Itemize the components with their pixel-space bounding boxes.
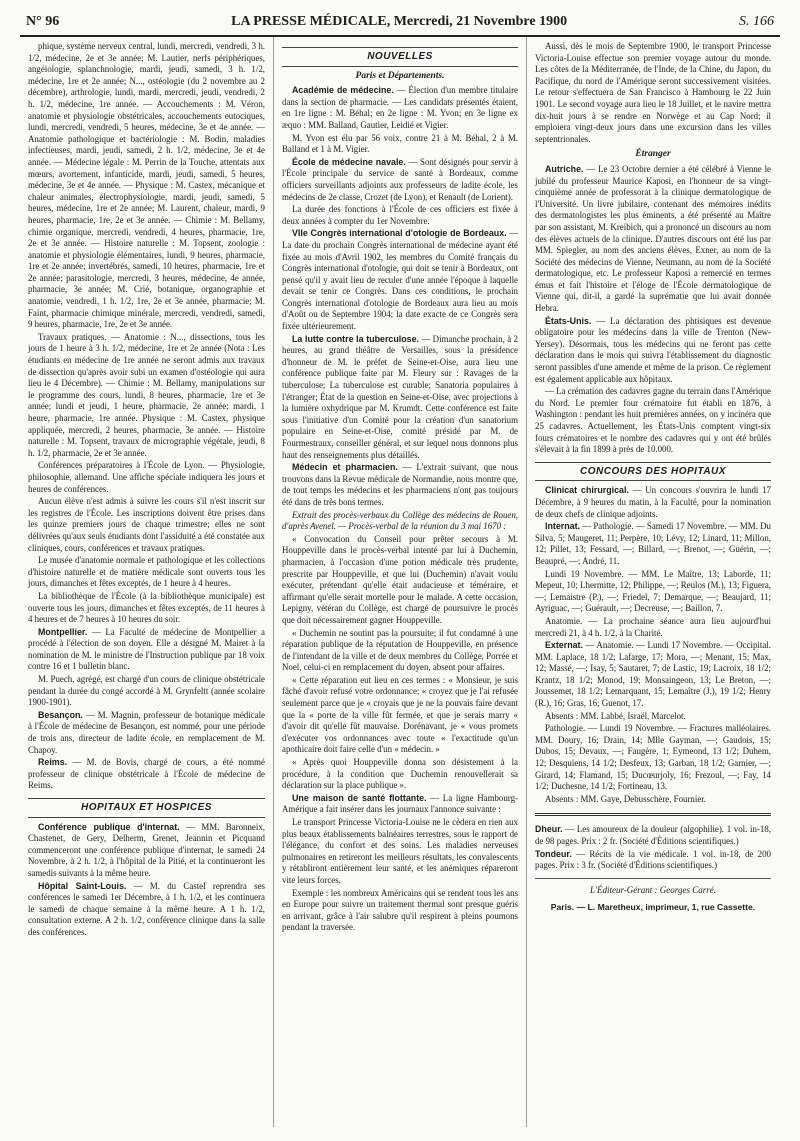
item-text: — Les amoureux de la douleur (algophilie). 1 vol. in-18, de 98 pages. Prix : 2 fr. (Société d'Éditions scientifiques.) (535, 824, 771, 846)
paragraph: Le musée d'anatomie normale et pathologique et les collections d'histoire naturelle et de matière médicale sont ouverts tous les jours, dimanches et fêtes exceptés, de 1 heure à 4 heures. (28, 555, 265, 589)
publisher-line: L'Éditeur-Gérant : Georges Carré. (590, 884, 716, 895)
imprint-line: Paris. — L. Maretheux, imprimeur, 1, rue Cassette. (550, 902, 756, 913)
news-item-conference (28, 822, 265, 880)
column-middle (273, 37, 526, 1127)
item-text: — M. Magnin, professeur de botanique médicale à l'École de médecine de Besançon, est nommé, pour une période de trois ans, directeur de ladite école, en remplacement de M. Chapoy. (28, 709, 265, 755)
item-lead: Une maison de santé flottante. (292, 792, 427, 803)
item-lead: VIIe Congrès international d'otologie de Bordeaux. (292, 228, 507, 239)
item-text: — Élection d'un membre titulaire dans la section de pharmacie. — Les candidats présentés étaient, en 1re ligne : M. Béhal; en 2e ligne : M. Yvon; en 3e ligne ex æquo : MM. Balland, Gautier, Leidié et Vigier. (282, 85, 518, 130)
divider (535, 878, 771, 879)
paragraph: Le transport Princesse Victoria-Louise ne le cèdera en rien aux plus beaux établissements balnéaires terrestres, sous le rapport de l'élégance, du confort et des soins. Les maladies nerveuses pulmonaires en retireront les meilleurs résultats, les convalescents y rétabliront entièrement leur santé, et les anémiques répareront vite leurs forces. (282, 817, 518, 885)
item-lead: Reims. (38, 757, 68, 768)
news-item-otologie (282, 228, 518, 332)
paragraph: Extrait des procès-verbaux du Collège des médecins de Rouen, d'après Avenel. — Procès-verbal de la réunion du 3 mai 1670 : (282, 509, 518, 532)
paragraph: « Cette réparation eut lieu en ces termes : « Monsieur, je suis fâché d'avoir refusé votre ordonnance; « croyez que je l'ai refusée seulement parce que je « croyais que je ne la pouvais faire devant que la « porte de la ville fût fermée, et que je serais marry « d'avoir dit qu'elle fût mauvaise. Dorénavant, je « vous promets d'exécuter vos ordonnances avec toute « l'exactitude qu'un apothicaire doit faire celle d'un « médecin. » (282, 674, 518, 755)
item-lead: Conférence publique d'internat. (38, 821, 180, 832)
item-text: — La Faculté de médecine de Montpellier a procédé à l'élection de son doyen. Elle a désigné M. Mairet à la nomination de M. le ministre de l'Instruction publique par 18 voix contre 16 et 1 bulletin blanc. (28, 626, 265, 672)
paragraph: Anatomie. — La prochaine séance aura lieu aujourd'hui mercredi 21, à 4 h. 1/2, à la Charité. (535, 615, 771, 638)
paragraph: « Duchemin ne soutint pas la poursuite; il fut condamné à une réparation publique de la réputation de Houppeville, en présence de l'intendant de la ville et de deux membres du Collège, Porrée et Noel, celui-ci en remplacement du doyen, absent pour affaires. (282, 627, 518, 673)
news-item-etats-unis (535, 316, 771, 386)
page-header (20, 14, 780, 37)
item-text: — Pathologie. — Samedi 17 Novembre. — MM. Du Silva, 5; Maugeret, 11; Perpère, 10; Lévy, 12; Linard, 11; Millon, 12; Pillet, 13; Fessard, —; Billard, —; Brenot, —; Guérin, —; Beaupré, —; André, 11. (535, 521, 771, 566)
paragraph: Aussi, dès le mois de Septembre 1900, le transport Princesse Victoria-Louise effectue son premier voyage autour du monde. Les côtes de la Méditerranée, de l'Inde, de la Chine, du Japon, du Pacifique, du nord de l'Amérique seront successivement visitées. Le retour s'effectuera de San Francisco à Hambourg le 22 Juin 1901. Le second voyage aura lieu le 18 Juillet, et le navire mettra dix-huit jours à se rendre en Norwège et au Cap Nord; il emploiera vingt-deux jours dans une excursion dans les villes septentrionales. (535, 41, 771, 144)
paragraph: Pathologie. — Lundi 19 Novembre. — Fractures malléolaires. MM. Doury, 16; Drain, 14; Mlle Gayman, —; Gaudois, 15; Dubos, 15; Devaux, —; Faugère, 1; Eymeond, 13 1/2; Duhem, 12; Desquiens, 14 1/2; Desfeux, 13; Garban, 18 1/2; Garnier, —; Girard, 14; Flamand, 15; Ducœurjoly, 16; Frezoul, —; Fay, 14 1/2; Duchesne, 14 1/2; Fortineau, 13. (535, 723, 771, 792)
subsection-title-paris: Paris et Départements. (355, 70, 445, 81)
book-notice (535, 824, 771, 847)
item-text: — Récits de la vie médicale. 1 vol. in-18, de 200 pages. Prix : 3 fr. (Société d'Éditions scientifiques.) (535, 848, 771, 871)
divider (535, 813, 771, 816)
item-text: — M. de Bovis, chargé de cours, a été nommé professeur de clinique obstétricale à l'École de médecine de Reims. (28, 757, 265, 791)
section-title-concours: CONCOURS DES HOPITAUX (535, 462, 771, 482)
columns (20, 37, 780, 1127)
paragraph: Conférences préparatoires à l'École de Lyon. — Physiologie, philosophie, allemand. Une affiche spéciale indiquera les jours et heures de conférences. (28, 460, 265, 494)
news-item-clinicat (535, 485, 771, 520)
paragraph: — La crémation des cadavres gagne du terrain dans l'Amérique du Nord. Le premier four crématoire fut établi en 1876, à Washington : pendant les huit premières années, on y incinéra que 25 cadavres. Actuellement, les États-Unis comptent vingt-six fours crématoires et le nombre des cadavres qui y ont été brûlés s'élevait à la fin 1899 à près de 10.000. (535, 386, 771, 455)
news-item-tuberculose (282, 334, 518, 462)
book-notice (535, 849, 771, 872)
item-lead: Dheur. (535, 824, 563, 835)
news-item-internat (535, 521, 771, 567)
item-lead: Académie de médecine. (292, 85, 394, 96)
issue-number: N° 96 (26, 14, 60, 29)
item-lead: La lutte contre la tuberculose. (292, 333, 419, 344)
paragraph: Aucun élève n'est admis à suivre les cours s'il n'est inscrit sur les registres de l'École. Les inscriptions doivent être prises dans les quinze premiers jours de chaque trimestre; elles ne sont délivrées qu'aux seuls étudiants dont l'assiduité a été constatée aux cliniques, cours, conférences et travaux pratiques. (28, 496, 265, 553)
news-item-navale (282, 157, 518, 203)
item-text: — Dimanche prochain, à 2 heures, au grand théâtre de Versailles, sous la présidence d'honneur de M. le préfet de Seine-et-Oise, aura lieu une conférence publique faite par M. Fleury sur : Ravages de la tuberculose; La tuberculose est curable; Sanatoria populaires à l'étranger; État de la question en Seine-et-Oise, avec projections à la lumière oxhydrique par M. Krumdt. Cette conférence est faite sous l'initiative d'un Comité pour la création d'un sanatorium populaire en Seine-et-Oise, comité présidé par M. de Fourmestraux, conseiller général, et sur lequel nous donnons plus haut des renseignements plus détaillés. (282, 333, 518, 460)
item-text: — M. du Castel reprendra ses conférences le samedi 1er Décembre, à 1 h. 1/2, et les continuera le samedi de chaque semaine à la même heure. A 1 h. 1/2, consultation externe. A 2 h. 1/2, conférence clinique dans la salle des conférences. (28, 880, 266, 937)
item-lead: Hôpital Saint-Louis. (38, 880, 127, 891)
item-lead: Internat. (545, 521, 581, 532)
item-text: — Un concours s'ouvrira le lundi 17 Décembre, à 9 heures du matin, à la Faculté, pour la nomination de deux chefs de clinique adjoints. (535, 485, 771, 519)
news-item-academie (282, 85, 518, 131)
item-lead: Clinicat chirurgical. (545, 485, 629, 496)
item-text: — La ligne Hambourg-Amérique a fait insérer dans les journaux l'annonce suivante : (282, 792, 518, 815)
column-left (20, 37, 273, 1127)
paragraph: Lundi 19 Novembre. — MM. Le Maître, 13; Laborde, 11; Mepeut, 10; Lhermitte, 12; Philippe, —; Reulos (M.), 13; Figuera, —; Lemaistre (P.), —; Friedel, 7; Demarque, —; Beaujard, 11; Ayriguac, —; Guérault, —; Decreuse, —; Baillon, 7. (535, 568, 771, 614)
subsection-title-etranger: Étranger (635, 149, 671, 160)
item-lead: École de médecine navale. (292, 156, 406, 167)
item-text: — La date du prochain Congrès international de médecine ayant été fixée au mois d'Avril 1902, les membres du Comité français du Congrès international d'otologie, qui doit se tenir à Bordeaux, ont pensé qu'il y avait lieu de reculer d'une année l'époque à laquelle devait se tenir ce Congrès. Dans ces conditions, le prochain Congrès international d'otologie de Bordeaux aura lieu au mois d'Août ou de Septembre 1904; la date exacte de ce Congrès sera fixée ultérieurement. (282, 228, 519, 332)
item-text: — La déclaration des phtisiques est devenue obligatoire pour les médecins dans la ville de Trenton (New-Yersey). Désormais, tous les médecins qui ne feront pas cette déclaration dans le mois qui suivra l'établissement du diagnostic seront passibles d'une amende et même de la prison. Ce règlement est également applicable aux hôpitaux. (535, 315, 771, 384)
item-text: — Anatomie. — Lundi 17 Novembre. — Occipital. MM. Laplace, 18 1/2; Lafarge, 17; Mora, —; Menant, 15; Max, 12; Massé, —; Isay, 5; Sautaret, 7; de Lastic, 19; Lacroix, 18 1/2; Krantz, 18 1/2; Monod, 19; Monsaingeon, 13; Le Breton, —; Joussemet, 18 1/2; Lemarquant, 15; Lemaître (J.), 19 1/2; Henry (R.), 16; Gras, 16; Guenot, 17. (535, 640, 771, 709)
book-notices (535, 824, 771, 871)
item-lead: Tondeur. (535, 848, 572, 859)
news-item-besancon (28, 710, 265, 756)
item-text: — MM. Baronneix, Chastenet, de Gery, Delherm, Grenet, Jeannin et Picquand commenceront une conférence publique d'internat, le samedi 24 Novembre, à 2 h. 1/2, à l'hôpital de la Pitié, et la continueront les samedis suivants à la même heure. (28, 821, 265, 878)
paragraph: « Convocation du Conseil pour prêter secours à M. Houppeville dans le procès-verbal intenté par lui à Duchemin, pharmacien, à l'occasion d'une potion médicale très prudente, prescrite par Houppeville, et que lui (Duchemin) n'avait voulu exécuter, prétendant qu'elle était audacieuse et téméraire, et affirmant qu'elle serait mortelle pour le malade. A cette occasion, Lepigny, vétéran du Collège, est chargé de poursuivre le procès que doit nécessairement gagner Houppeville. (282, 533, 518, 625)
item-lead: Besançon. (38, 709, 83, 720)
paragraph: Absents : MM. Gaye, Debusschère, Fournier. (545, 793, 706, 804)
news-item-externat (535, 640, 771, 710)
paragraph: phique, système nerveux central, lundi, mercredi, vendredi, 3 h. 1/2, médecine, 2e et 3e année; M. Lautier, nerfs périphériques, angéiologie, splanchnologie, mardi, jeudi, samedi, 3 h. 1/2, médecine, 1re et 2e année; N..., ostéologie (du 2 novembre au 2 décembre), arthrologie, lundi, mardi, mercredi, jeudi, vendredi, 2 h. 1/2, médecine, 1re année. — Accouchements : M. Véron, anatomie et physiologie obstétricales, accouchements eutociques, lundi, mercredi, vendredi, 5 heures, médecine, 3e et 4e année. — Anatomie pathologique et bactériologie : M. Bodin, maladies infectieuses, mardi, jeudi, samedi, 2 h. 1/2, médecine, 3e et 4e année. — Médecine légale : M. Perrin de la Touche, attentats aux mœurs, avortement, infanticide, mardi, jeudi, samedi, 5 heures, médecine, 3e et 4e année. — Physique : M. Castex, mécanique et chaleur animales, électrophysiologie, mardi, jeudi, samedi, 5 heures, médecine, 1re et 2e année; M. Laurent, chaleur, mardi, 9 heures, pharmacie, 1re, 2e et 3e année. — Chimie : M. Bellamy, chimie organique, mercredi, vendredi, 4 heures, pharmacie, 1re, 2e et 3e année. — Histoire naturelle : M. Topsent, zoologie : anatomie et physiologie élémentaires, lundi, 9 heures, pharmacie, 1re et 2e année; invertébrés, samedi, 10 heures, pharmacie, 1re et 2e année; parasitologie, mercredi, 3 heures, médecine, 4e année, pharmacie, 3e année; M. Crié, botanique, organographie et anatomie, vendredi, 1 h. 1/2, 1re, 2e et 3e année, pharmacie; M. Faint, pharmacie chimique minérale, mercredi, vendredi, samedi, 9 heures, pharmacie, 1re, 2e et 3e année. (28, 41, 265, 330)
item-lead: Médecin et pharmacien. (292, 462, 398, 473)
news-item-autriche (535, 164, 771, 315)
item-lead: Montpellier. (38, 626, 88, 637)
item-lead: États-Unis. (545, 315, 592, 326)
item-lead: Autriche. (545, 163, 584, 174)
paragraph: Exemple : les nombreux Américains qui se rendent tous les ans en Europe pour suivre un traitement thermal sont presque guéris en arrivant, grâce à l'air salubre qu'il respirent à pleins poumons pendant la traversée. (282, 887, 518, 933)
paragraph: La bibliothèque de l'École (à la bibliothèque municipale) est ouverte tous les jours, dimanches et fêtes exceptés, de 11 heures à 4 heures et de 7 heures à 10 heures du soir. (28, 590, 265, 625)
page-number: S. 166 (739, 14, 774, 29)
news-item-saint-louis (28, 881, 265, 939)
paragraph: La durée des fonctions à l'École de ces officiers est fixée à deux années à compter du 1er Novembre. (282, 204, 518, 226)
item-lead: Externat. (545, 640, 583, 651)
news-item-montpellier (28, 627, 265, 673)
news-item-maison (282, 793, 518, 816)
item-text: — Sont désignés pour servir à l'École principale du service de santé à Bordeaux, comme officiers surveillants adjoints aux professeurs de ladite école, les médecins de 2e classe, Crozet (de Lyon), et Renault (de Lorient). (282, 156, 518, 202)
paragraph: « Après quoi Houppeville donna son désistement à la procédure, à la condition que Duchemin renouvellerait sa déclaration sur la place publique ». (282, 757, 518, 791)
item-text: — L'extrait suivant, que nous trouvons dans la Revue médicale de Normandie, nous montre que, de tout temps les médecins et les pharmaciens n'ont pas toujours été dans de très bons termes. (282, 462, 518, 507)
column-right (526, 37, 779, 1127)
masthead-title: LA PRESSE MÉDICALE, Mercredi, 21 Novembre 1900 (231, 14, 568, 29)
paragraph: M. Yvon est élu par 56 voix, contre 21 à M. Béhal, 2 à M. Balland et 1 à M. Vigier. (282, 132, 518, 155)
paragraph: M. Puech, agrégé, est chargé d'un cours de clinique obstétricale pendant la durée du congé accordé à M. Grynfeltt (année scolaire 1900-1901). (28, 674, 265, 708)
section-title-nouvelles: NOUVELLES (282, 47, 518, 67)
paragraph: Absents : MM. Labbé, Israël, Marcelot. (545, 710, 686, 721)
news-item-reims (28, 757, 265, 792)
item-text: — Le 23 Octobre dernier a été célébré à Vienne le jubilé du professeur Maurice Kaposi, en l'honneur de sa vingt-cinquième année de professorat à la clinique dermatologique de l'Université. Un livre jubilaire, contenant des mémoires inédits des dermatologistes les plus éminents, a été présenté au Maître par son assistant, M. Kreibich, qui a prononcé un discours au nom des élèves actuels de la clinique. D'autres discours ont été lus par MM. Spiegler, au nom des anciens élèves, Exner, au nom de la Société des médecins de Vienne, Neumann, au nom de la Société dermatologique, etc. Le professeur Kaposi a remercié en termes émus et fait l'histoire et l'éloge de l'École dermatologique de Vienne qui, dit-il, a gardé la suprématie que lui avait donnée Hebra. (535, 163, 771, 314)
section-title-hopitaux: HOPITAUX ET HOSPICES (28, 798, 265, 818)
news-item-pharmaciens (282, 462, 518, 508)
paragraph: Travaux pratiques. — Anatomie : N..., dissections, tous les jours de 1 heure à 3 h. 1/2, médecine, 1re et 2e année (Nota : Les étudiants en médecine de 1re année ne seront admis aux travaux de dissection qu'après avoir subi un examen d'ostéologie qui aura lieu le 4 Décembre). — Chimie : M. Bellamy, manipulations sur le programme des cours, lundi, 8 heures, pharmacie, 1re et 3e année; lundi et jeudi, 1 heure, pharmacie, 2e année; mardi, 1 heure, pharmacie, 1re année. Physique : M. Castex, physique appliquée, mercredi, 2 heures, pharmacie, 3e année. — Histoire naturelle : M. Topsent, travaux de micrographie végétale, jeudi, 8 h. 1/2, pharmacie, 2e et 3e année. (28, 331, 265, 458)
